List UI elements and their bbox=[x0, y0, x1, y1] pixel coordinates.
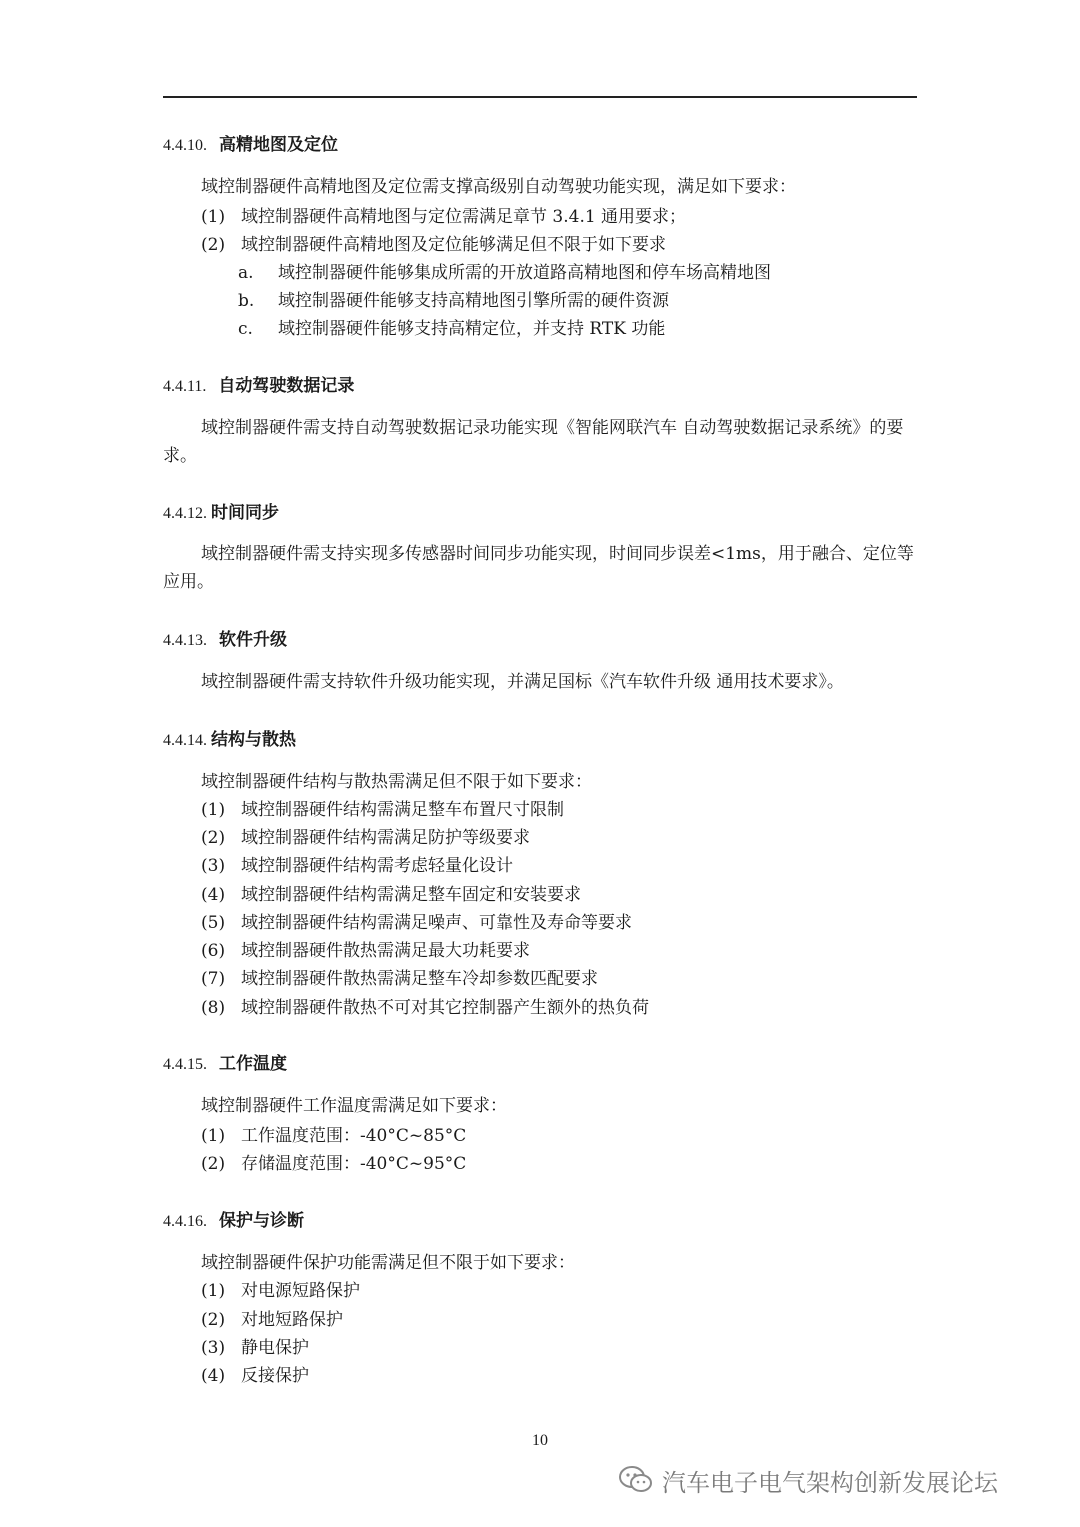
header-rule bbox=[163, 96, 917, 98]
list-item: (1) 域控制器硬件结构需满足整车布置尺寸限制 bbox=[201, 800, 564, 820]
section-title: 保护与诊断 bbox=[219, 1211, 304, 1231]
section-title: 自动驾驶数据记录 bbox=[218, 376, 355, 396]
section-heading-4-4-14 bbox=[163, 729, 296, 752]
list-item: (1) 工作温度范围：-40°C~85°C bbox=[201, 1126, 467, 1146]
page-number: 10 bbox=[532, 1432, 548, 1449]
list-item: (7) 域控制器硬件散热需满足整车冷却参数匹配要求 bbox=[201, 969, 598, 989]
list-item: (8) 域控制器硬件散热不可对其它控制器产生额外的热负荷 bbox=[201, 998, 649, 1018]
section-number: 4.4.10. bbox=[163, 137, 207, 154]
section-title: 时间同步 bbox=[211, 503, 279, 523]
section-number: 4.4.11. bbox=[163, 378, 207, 395]
sub-list-item: c. 域控制器硬件能够支持高精定位，并支持 RTK 功能 bbox=[238, 319, 666, 339]
section-paragraph: 域控制器硬件需支持实现多传感器时间同步功能实现，时间同步误差<1ms，用于融合、定位等应用。 bbox=[163, 544, 914, 592]
list-item: (3) 域控制器硬件结构需考虑轻量化设计 bbox=[201, 856, 513, 876]
watermark-text: 汽车电子电气架构创新发展论坛 bbox=[662, 1468, 998, 1497]
section-heading-4-4-16 bbox=[163, 1210, 304, 1233]
sub-list-item: b. 域控制器硬件能够支持高精地图引擎所需的硬件资源 bbox=[238, 291, 669, 311]
section-intro: 域控制器硬件结构与散热需满足但不限于如下要求： bbox=[201, 772, 592, 792]
list-item: (1) 域控制器硬件高精地图与定位需满足章节 3.4.1 通用要求； bbox=[201, 207, 687, 227]
list-item: (6) 域控制器硬件散热需满足最大功耗要求 bbox=[201, 941, 530, 961]
section-number: 4.4.15. bbox=[163, 1056, 207, 1073]
section-intro: 域控制器硬件高精地图及定位需支撑高级别自动驾驶功能实现，满足如下要求： bbox=[201, 177, 796, 197]
section-title: 工作温度 bbox=[219, 1054, 287, 1074]
section-title: 高精地图及定位 bbox=[219, 135, 338, 155]
list-item: (4) 反接保护 bbox=[201, 1366, 309, 1386]
list-item: (1) 对电源短路保护 bbox=[201, 1281, 360, 1301]
section-number: 4.4.16. bbox=[163, 1213, 207, 1230]
section-title: 软件升级 bbox=[219, 630, 287, 650]
section-number: 4.4.12. bbox=[163, 505, 207, 522]
section-heading-4-4-12 bbox=[163, 502, 279, 525]
section-heading-4-4-11 bbox=[163, 375, 354, 398]
section-paragraph: 域控制器硬件需支持软件升级功能实现，并满足国标《汽车软件升级 通用技术要求》。 bbox=[201, 672, 844, 692]
list-item: (2) 域控制器硬件高精地图及定位能够满足但不限于如下要求 bbox=[201, 235, 666, 255]
list-item: (2) 域控制器硬件结构需满足防护等级要求 bbox=[201, 828, 530, 848]
section-heading-4-4-10 bbox=[163, 134, 338, 157]
section-heading-4-4-13 bbox=[163, 629, 287, 652]
sub-list-item: a. 域控制器硬件能够集成所需的开放道路高精地图和停车场高精地图 bbox=[238, 263, 771, 283]
wechat-icon bbox=[618, 1464, 654, 1496]
list-item: (2) 存储温度范围：-40°C~95°C bbox=[201, 1154, 467, 1174]
section-paragraph: 域控制器硬件需支持自动驾驶数据记录功能实现《智能网联汽车 自动驾驶数据记录系统》的要求。 bbox=[163, 418, 904, 466]
section-heading-4-4-15 bbox=[163, 1053, 287, 1076]
watermark bbox=[618, 1462, 998, 1498]
list-item: (2) 对地短路保护 bbox=[201, 1310, 343, 1330]
section-intro: 域控制器硬件保护功能需满足但不限于如下要求： bbox=[201, 1253, 575, 1273]
section-number: 4.4.13. bbox=[163, 632, 207, 649]
list-item: (5) 域控制器硬件结构需满足噪声、可靠性及寿命等要求 bbox=[201, 913, 632, 933]
list-item: (3) 静电保护 bbox=[201, 1338, 309, 1358]
section-number: 4.4.14. bbox=[163, 732, 207, 749]
section-title: 结构与散热 bbox=[211, 730, 296, 750]
section-intro: 域控制器硬件工作温度需满足如下要求： bbox=[201, 1096, 507, 1116]
list-item: (4) 域控制器硬件结构需满足整车固定和安装要求 bbox=[201, 885, 581, 905]
